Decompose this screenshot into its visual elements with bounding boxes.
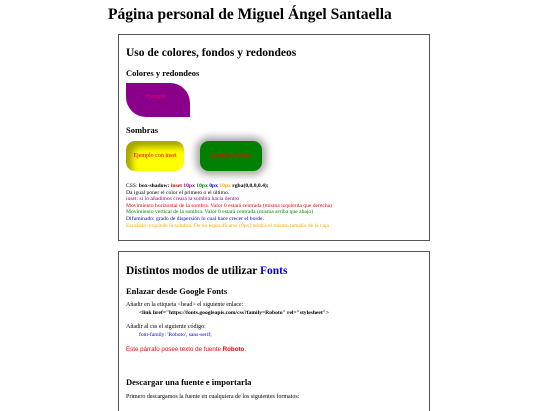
- section-colors-title: Uso de colores, fondos y redondeos: [126, 47, 297, 59]
- section-fonts-title: [126, 265, 287, 277]
- section-fonts-title-text: Distintos modos de utilizar: [126, 265, 260, 277]
- css-inset-value: inset: [170, 183, 182, 189]
- outer-shadow-example: [200, 141, 262, 171]
- section-fonts-box: [118, 251, 430, 411]
- subheading-download-font: Descargar una fuente e importarla: [126, 377, 252, 387]
- inset-shadow-label: Ejemplo con inset: [133, 153, 177, 159]
- explanation-blur: Difuminado: grado de dispersión lo cual hace crecer el borde.: [126, 215, 264, 222]
- explanation-color-order: Da igual poner el color el primero o el último.: [126, 189, 230, 196]
- css-value-color: rgba(0,0,0,0.4);: [232, 183, 269, 189]
- paragraph-head-link: Añadir en la etiqueta <head> el siguiente enlace:: [126, 302, 244, 308]
- rounded-example-box: [126, 83, 190, 117]
- css-value-spread: 10px: [219, 183, 231, 189]
- fonts-link[interactable]: Fonts: [259, 265, 288, 277]
- css-value-horizontal: 10px: [183, 183, 195, 189]
- page-title: Página personal de Miguel Ángel Santaella: [108, 6, 392, 23]
- rounded-example-text: Ejemplo: [146, 94, 167, 100]
- roboto-paragraph: [126, 346, 246, 353]
- inset-shadow-example: [126, 141, 184, 171]
- code-link-tag: <link href="https://fonts.googleapis.com/css?family=Roboto" rel="stylesheet">: [139, 310, 330, 316]
- explanation-spread: Escalado: expande la sombra. De no especificarse (0px) tendrá el mismo tamaño de la caja: [126, 222, 330, 229]
- subheading-shadows: Sombras: [126, 125, 159, 135]
- paragraph-css-code: Añadir al css el siguiente código:: [126, 324, 206, 330]
- outer-shadow-label: Ejemplo sin inset: [210, 153, 252, 159]
- roboto-word: Roboto: [222, 346, 245, 353]
- css-shadow-line: [126, 183, 332, 190]
- css-property: box-shadow:: [138, 183, 171, 189]
- section-colors-box: [118, 34, 430, 241]
- code-font-family: font-family: 'Roboto', sans-serif;: [139, 332, 212, 338]
- subheading-google-fonts: Enlazar desde Google Fonts: [126, 286, 228, 296]
- css-value-blur: 0px: [209, 183, 218, 189]
- shadow-explanation: [126, 183, 332, 229]
- explanation-vertical: Movimiento vertical de la sombra. Valor 0 estará centrada (misma arriba que abajo): [126, 209, 314, 216]
- css-prefix: CSS:: [126, 183, 139, 189]
- roboto-paragraph-text: Este párrafo posee texto de fuente: [126, 346, 223, 353]
- paragraph-download-formats: Primero descargamos la fuente en cualquiera de los siguientes formatos:: [126, 394, 300, 400]
- explanation-inset: inset: si lo añadimos creará la sombra hacia dentro: [126, 196, 240, 203]
- subheading-colors-rounded: Colores y redondeos: [126, 68, 200, 78]
- css-value-vertical: 10px: [196, 183, 208, 189]
- roboto-paragraph-end: .: [244, 346, 247, 353]
- explanation-horizontal: Movimiento horizontal de la sombra. Valor 0 estará centrada (misma izquierda que derecha): [126, 202, 333, 209]
